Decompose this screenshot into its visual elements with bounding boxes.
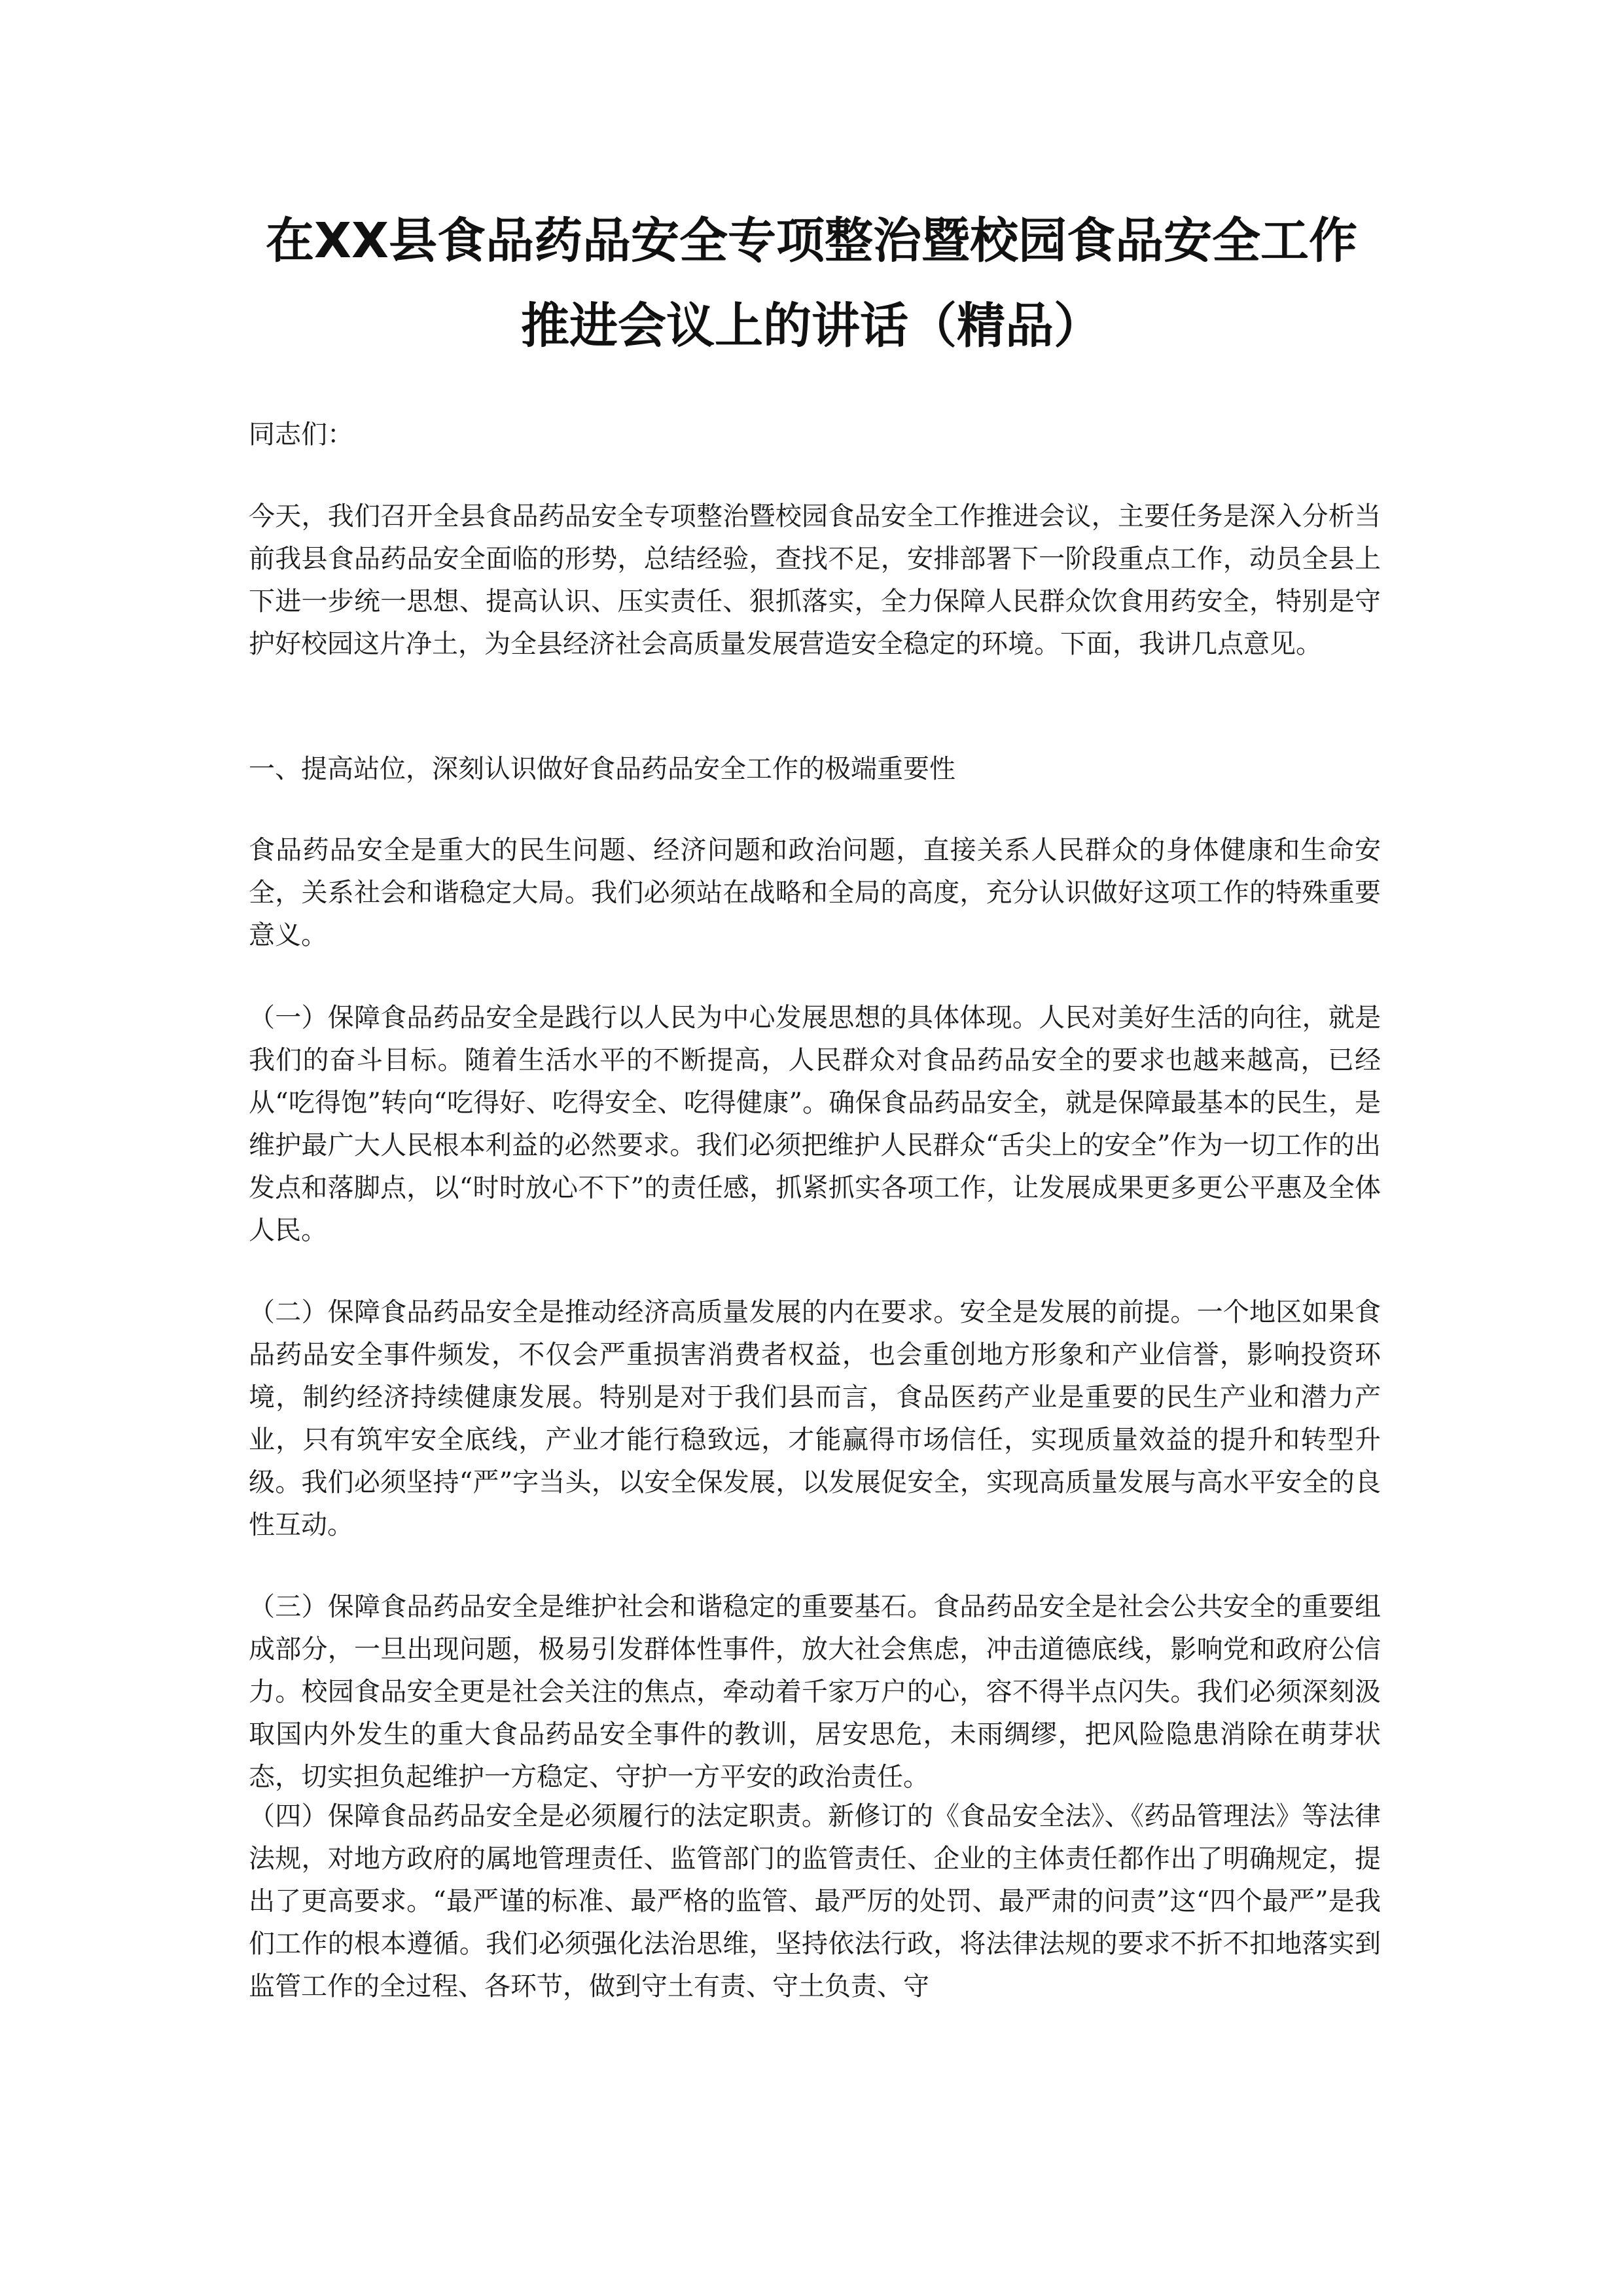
document-title-line-1: 在XX县食品药品安全专项整治暨校园食品安全工作	[265, 213, 1358, 269]
subsection-paragraph-2: （二）保障食品药品安全是推动经济高质量发展的内在要求。安全是发展的前提。一个地区如果食品药品安全事件频发，不仅会严重损害消费者权益，也会重创地方形象和产业信誉，影响投资环境，制约经济持续健康发展。特别是对于我们县而言，食品医药产业是重要的民生产业和潜力产业，只有筑牢安全底线，产业才能行稳致远，才能赢得市场信任，实现质量效益的提升和转型升级。我们必须坚持“严”字当头，以安全保发展，以发展促安全，实现高质量发展与高水平安全的良性互动。	[249, 1297, 1381, 1540]
section-heading-1: 一、提高站位，深刻认识做好食品药品安全工作的极端重要性	[249, 754, 955, 784]
subsection-paragraph-1: （一）保障食品药品安全是践行以人民为中心发展思想的具体体现。人民对美好生活的向往，就是我们的奋斗目标。随着生活水平的不断提高，人民群众对食品药品安全的要求也越来越高，已经从“吃得饱”转向“吃得好、吃得安全、吃得健康”。确保食品药品安全，就是保障最基本的民生，是维护最广大人民根本利益的必然要求。我们必须把维护人民群众“舌尖上的安全”作为一切工作的出发点和落脚点，以“时时放心不下”的责任感，抓紧抓实各项工作，让发展成果更多更公平惠及全体人民。	[249, 1003, 1381, 1246]
section-lead-paragraph: 食品药品安全是重大的民生问题、经济问题和政治问题，直接关系人民群众的身体健康和生命安全，关系社会和谐稳定大局。我们必须站在战略和全局的高度，充分认识做好这项工作的特殊重要意义。	[249, 835, 1381, 950]
intro-paragraph: 今天，我们召开全县食品药品安全专项整治暨校园食品安全工作推进会议，主要任务是深入分析当前我县食品药品安全面临的形势，总结经验，查找不足，安排部署下一阶段重点工作，动员全县上下进一步统一思想、提高认识、压实责任、狠抓落实，全力保障人民群众饮食用药安全，特别是守护好校园这片净土，为全县经济社会高质量发展营造安全稳定的环境。下面，我讲几点意见。	[249, 501, 1381, 659]
subsection-paragraph-4: （四）保障食品药品安全是必须履行的法定职责。新修订的《食品安全法》、《药品管理法》等法律法规，对地方政府的属地管理责任、监管部门的监管责任、企业的主体责任都作出了明确规定，提出了更高要求。“最严谨的标准、最严格的监管、最严厉的处罚、最严肃的问责”这“四个最严”是我们工作的根本遵循。我们必须强化法治思维，坚持依法行政，将法律法规的要求不折不扣地落实到监管工作的全过程、各环节，做到守土有责、守土负责、守	[249, 1801, 1381, 2001]
subsection-paragraph-3: （三）保障食品药品安全是维护社会和谐稳定的重要基石。食品药品安全是社会公共安全的重要组成部分，一旦出现问题，极易引发群体性事件，放大社会焦虑，冲击道德底线，影响党和政府公信力。校园食品安全更是社会关注的焦点，牵动着千家万户的心，容不得半点闪失。我们必须深刻汲取国内外发生的重大食品药品安全事件的教训，居安思危，未雨绸缪，把风险隐患消除在萌芽状态，切实担负起维护一方稳定、守护一方平安的政治责任。	[249, 1592, 1381, 1792]
document-title-line-2: 推进会议上的讲话（精品）	[521, 298, 1102, 354]
greeting: 同志们：	[249, 420, 353, 450]
